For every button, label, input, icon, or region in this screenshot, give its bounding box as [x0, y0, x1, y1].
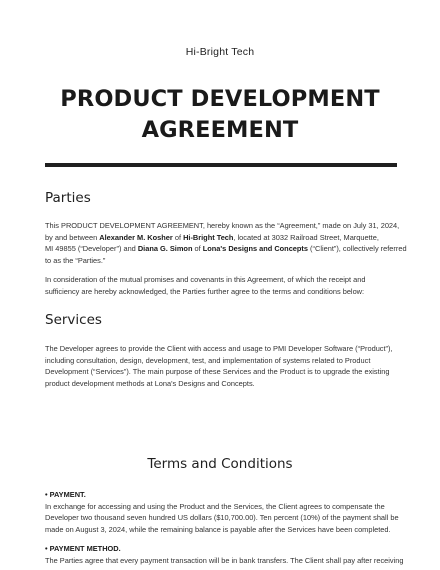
client-name: Diana G. Simon [137, 244, 193, 254]
text-line: product development methods at Lona's Designs and Concepts. [45, 378, 255, 388]
text-span: of [192, 244, 203, 254]
text-line: including consultation, design, development, test, and implementation of systems related to Product [45, 355, 371, 365]
text-line [45, 243, 407, 255]
developer-name: Alexander M. Kosher [99, 232, 173, 242]
text-line: Developer two thousand seven hundred US dollars ($10,700.00). Ten percent (10%) of the payment shall be [45, 513, 399, 523]
document-title [0, 84, 440, 146]
payment-clause [45, 489, 401, 535]
text-line [45, 232, 401, 244]
text-span: MI 49855 (“Developer”) and [45, 244, 138, 254]
developer-company: Hi-Bright Tech [183, 232, 234, 242]
text-line: to as the “Parties.” [45, 255, 106, 265]
section-heading-services: Services [45, 312, 102, 328]
text-span: (“Client”), collectively referred [308, 244, 407, 254]
text-line: Development (“Services”). The main purpose of these Services and the Product is to upgrade the existing [45, 367, 390, 377]
services-paragraph [45, 343, 401, 389]
payment-method-label: • PAYMENT METHOD. [45, 544, 121, 553]
text-line: In exchange for accessing and using the Product and the Services, the Client agrees to compensate the [45, 501, 385, 511]
title-line-1: PRODUCT DEVELOPMENT [60, 86, 380, 112]
company-name: Hi-Bright Tech [185, 46, 255, 58]
text-span: by and between [45, 232, 100, 242]
text-line: This PRODUCT DEVELOPMENT AGREEMENT, hereby known as the “Agreement,” made on July 31, 2024, [45, 221, 400, 230]
text-line: The Parties agree that every payment transaction will be in bank transfers. The Client shall pay after receiving [45, 555, 404, 565]
text-line: made on August 3, 2024, while the remaining balance is payable after the Services have been completed. [45, 524, 391, 534]
text-line: In consideration of the mutual promises and covenants in this Agreement, of which the receipt and [45, 275, 366, 284]
section-heading-terms: Terms and Conditions [147, 456, 293, 472]
payment-method-clause [45, 543, 404, 566]
parties-paragraph-2 [45, 274, 401, 297]
client-company: Lona's Designs and Concepts [202, 244, 308, 254]
section-heading-parties: Parties [45, 190, 91, 206]
text-span: of [172, 232, 184, 242]
text-span: , located at 3032 Railroad Street, Marquette, [233, 232, 379, 242]
title-line-2: AGREEMENT [141, 117, 299, 143]
parties-paragraph-1 [45, 220, 407, 266]
text-line: sufficiency are hereby acknowledged, the Parties further agree to the terms and conditions below: [45, 286, 365, 296]
text-line: The Developer agrees to provide the Client with access and usage to PMI Developer Software (“Product”), [45, 344, 393, 353]
payment-label: • PAYMENT. [45, 490, 86, 499]
title-divider [45, 163, 397, 167]
